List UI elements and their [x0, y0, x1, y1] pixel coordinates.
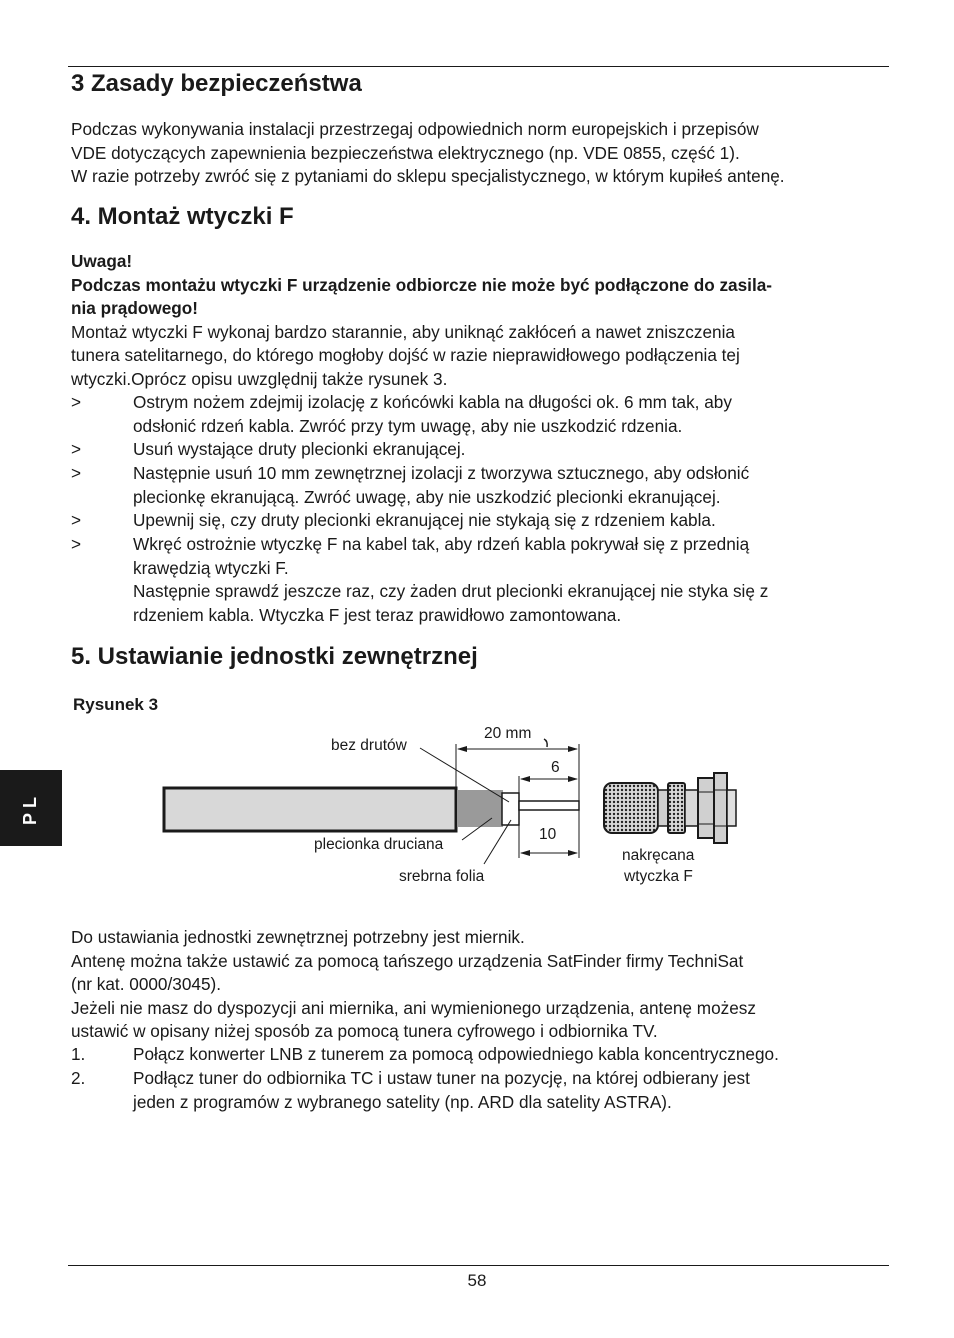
braid-shield — [457, 790, 503, 827]
list-item — [71, 1067, 883, 1114]
section-4-title: 4. Montaż wtyczki F — [71, 203, 294, 230]
text-line: Połącz konwerter LNB z tunerem za pomocą odpowiedniego kabla koncentrycznego. — [133, 1044, 779, 1064]
bottom-rule — [68, 1265, 889, 1266]
list-item — [71, 1043, 883, 1067]
list-marker: 2. — [71, 1068, 86, 1088]
text-line: tunera satelitarnego, do którego mogłoby dojść w razie nieprawidłowego podłączenia tej — [71, 345, 740, 365]
section-3-title: 3 Zasady bezpieczeństwa — [71, 70, 362, 97]
label-bez-drutow: bez drutów — [331, 737, 407, 754]
text-line: Wkręć ostrożnie wtyczkę F na kabel tak, aby rdzeń kabla pokrywał się z przednią — [133, 534, 750, 554]
text-line: Podczas wykonywania instalacji przestrzegaj odpowiednich norm europejskich i przepisów — [71, 119, 759, 139]
text-line: Następnie sprawdź jeszcze raz, czy żaden drut plecionki ekranującej nie styka się z — [133, 581, 769, 601]
list-marker: > — [71, 510, 82, 530]
f-connector-plug — [604, 773, 736, 843]
text-line: odsłonić rdzeń kabla. Zwróć przy tym uwagę, aby nie uszkodzić rdzenia. — [133, 415, 683, 436]
label-wtyczka-2: wtyczka F — [624, 868, 693, 885]
label-20mm: 20 mm — [484, 725, 532, 742]
warning-line: nia prądowego! — [71, 298, 199, 318]
label-6: 6 — [551, 759, 560, 776]
text-line: krawędzią wtyczki F. — [133, 557, 289, 578]
section-5-title: 5. Ustawianie jednostki zewnętrznej — [71, 643, 478, 670]
text-line: jeden z programów z wybranego satelity (np. ARD dla satelity ASTRA). — [133, 1091, 672, 1112]
text-line: Następnie usuń 10 mm zewnętrznej izolacji z tworzywa sztucznego, aby odsłonić — [133, 463, 750, 483]
text-line: Do ustawiania jednostki zewnętrznej potrzebny jest miernik. — [71, 927, 525, 947]
section-5-paragraph — [71, 926, 756, 1044]
label-folia: srebrna folia — [399, 868, 485, 885]
text-line: rdzeniem kabla. Wtyczka F jest teraz prawidłowo zamontowana. — [133, 604, 622, 625]
text-line: Podłącz tuner do odbiornika TC i ustaw tuner na pozycję, na której odbierany jest — [133, 1068, 750, 1088]
language-tab — [0, 770, 62, 846]
label-wtyczka-1: nakręcana — [622, 847, 695, 864]
label-10: 10 — [539, 826, 557, 843]
text-line: Antenę można także ustawić za pomocą tańszego urządzenia SatFinder firmy TechniSat — [71, 950, 744, 971]
warning-title: Uwaga! — [71, 251, 133, 271]
cable-core — [519, 801, 579, 810]
text-line: wtyczki.Oprócz opisu uwzględnij także rysunek 3. — [71, 368, 448, 389]
text-line: Ostrym nożem zdejmij izolację z końcówki kabla na długości ok. 6 mm tak, aby — [133, 392, 732, 412]
text-line: Upewnij się, czy druty plecionki ekranującej nie stykają się z rdzeniem kabla. — [133, 510, 716, 530]
warning-line: Podczas montażu wtyczki F urządzenie odbiorcze nie może być podłączone do zasila- — [71, 274, 773, 295]
text-line: (nr kat. 0000/3045). — [71, 974, 222, 994]
text-line: Jeżeli nie masz do dyspozycji ani miernika, ani wymienionego urządzenia, antenę możesz — [71, 997, 756, 1018]
text-line: W razie potrzeby zwróć się z pytaniami do sklepu specjalistycznego, w którym kupiłeś antenę. — [71, 166, 785, 186]
page-number: 58 — [467, 1271, 487, 1290]
text-line: ustawić w opisany niżej sposób za pomocą tunera cyfrowego i odbiornika TV. — [71, 1021, 658, 1041]
list-marker: > — [71, 463, 82, 483]
list-marker: > — [71, 392, 82, 412]
list-marker: > — [71, 534, 82, 554]
list-marker: 1. — [71, 1044, 86, 1064]
text-line: Montaż wtyczki F wykonaj bardzo starannie, aby uniknąć zakłóceń a nawet zniszczenia — [71, 321, 735, 342]
text-line: Usuń wystające druty plecionki ekranującej. — [133, 439, 466, 459]
text-line: plecionkę ekranującą. Zwróć uwagę, aby nie uszkodzić plecionki ekranującej. — [133, 486, 721, 507]
cable-insulation — [164, 788, 456, 831]
language-tab-label: PL — [20, 791, 41, 825]
text-line: VDE dotyczących zapewnienia bezpieczeństwa elektrycznego (np. VDE 0855, część 1). — [71, 142, 740, 163]
list-marker: > — [71, 439, 82, 459]
figure-caption: Rysunek 3 — [73, 695, 159, 714]
label-plecionka: plecionka druciana — [314, 836, 444, 853]
